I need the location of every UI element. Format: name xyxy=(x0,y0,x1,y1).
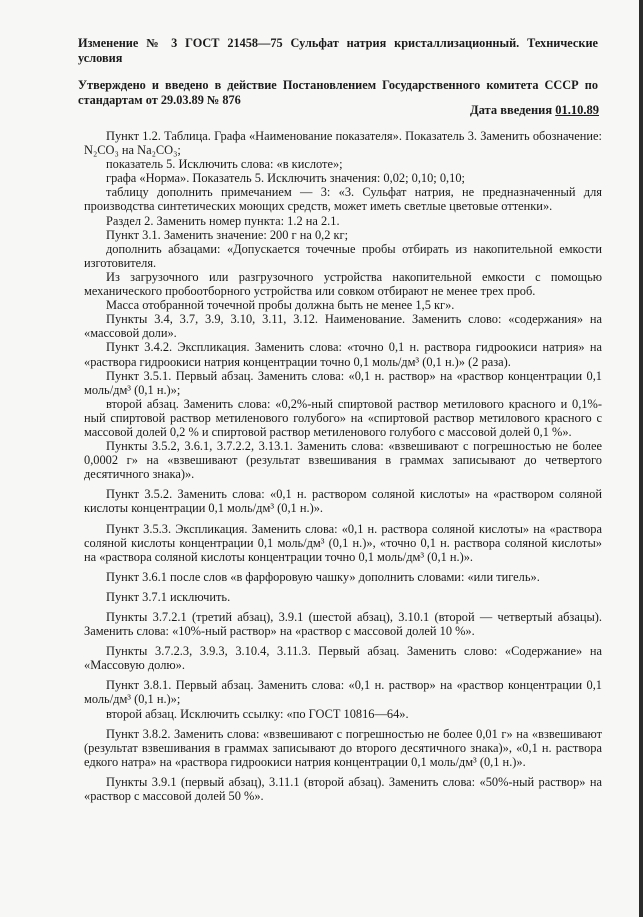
paragraph: графа «Норма». Показатель 5. Исключить значения: 0,02; 0,10; 0,10; xyxy=(106,171,465,186)
paragraph: второй абзац. Исключить ссылку: «по ГОСТ 10816—64». xyxy=(106,706,409,721)
paragraph: Пункты 3.9.1 (первый абзац), 3.11.1 (второй абзац). Заменить слова: «50%-ный раствор» на «раствор с массовой долей 50 %». xyxy=(84,774,602,804)
paragraph: второй абзац. Заменить слова: «0,2%-ный спиртовой раствор метилового красного и 0,1%-ный спиртовой раствор метиленового голубого» на «спиртовой раствор метилового красного с массовой долей 0,2 % и спиртовой раствор метиленового голубого с массовой долей 0,1 %». xyxy=(84,396,602,439)
paragraph: Пункт 3.4.2. Экспликация. Заменить слова: «точно 0,1 н. раствора гидроокиси натрия» на «раствора гидроокиси натрия концентрации точно 0,1 моль/дм³ (0,1 н.)» (2 раза). xyxy=(84,340,602,369)
page-edge-divider xyxy=(639,0,643,917)
paragraph: таблицу дополнить примечанием — 3: «3. Сульфат натрия, не предназначенный для производства синтетических моющих средств, может иметь светлые цветовые оттенки». xyxy=(84,185,602,214)
paragraph: Пункт 1.2. Таблица. Графа «Наименование показателя». Показатель 3. Заменить обозначение: N₂CO₃ на Na₂CO₃; xyxy=(84,129,602,158)
paragraph: Пункт 3.5.1. Первый абзац. Заменить слова: «0,1 н. раствор» на «раствор концентрации 0,1 моль/дм³ (0,1 н.)»; xyxy=(84,368,602,397)
paragraph: дополнить абзацами: «Допускается точечные пробы отбирать из накопительной емкости изготовителя. xyxy=(84,241,602,270)
paragraph: Пункт 3.8.2. Заменить слова: «взвешивают с погрешностью не более 0,01 г» на «взвешивают (результат взвешивания в граммах записывают до второго десятичного знака)», «0,1 н. раствора едкого натра» на «раствора гидроокиси натрия концентрации 0,1 моль/дм³ (0,1 н.)». xyxy=(84,726,602,769)
document-title: Изменение № 3 ГОСТ 21458—75 Сульфат натрия кристаллизационный. Технические условия xyxy=(78,36,598,65)
paragraph: Пункты 3.7.2.3, 3.9.3, 3.10.4, 3.11.3. Первый абзац. Заменить слово: «Содержание» на «Массовую долю». xyxy=(84,644,602,673)
date-label: Дата введения xyxy=(470,103,553,117)
paragraph: Раздел 2. Заменить номер пункта: 1.2 на 2.1. xyxy=(106,213,340,228)
amendment-text xyxy=(84,129,602,803)
paragraph: Из загрузочного или разгрузочного устройства накопительной емкости с помощью механического пробоотборного устройства или совком отбирают не менее трех проб. xyxy=(84,269,602,299)
paragraph: Масса отобранной точечной пробы должна быть не менее 1,5 кг». xyxy=(106,298,455,313)
effective-date xyxy=(470,103,599,118)
paragraph: Пункт 3.6.1 после слов «в фарфоровую чашку» дополнить словами: «или тигель». xyxy=(106,569,540,584)
paragraph: Пункты 3.4, 3.7, 3.9, 3.10, 3.11, 3.12. Наименование. Заменить слово: «содержания» на «массовой доли». xyxy=(84,312,602,341)
paragraph: показатель 5. Исключить слова: «в кислоте»; xyxy=(106,157,343,172)
paragraph: Пункт 3.1. Заменить значение: 200 г на 0,2 кг; xyxy=(106,227,349,242)
date-value: 01.10.89 xyxy=(555,103,599,117)
approval-statement: Утверждено и введено в действие Постановлением Государственного комитета СССР по стандартам от 29.03.89 № 876 xyxy=(78,78,598,107)
paragraph: Пункты 3.5.2, 3.6.1, 3.7.2.2, 3.13.1. Заменить слова: «взвешивают с погрешностью не более 0,0002 г» на «взвешивают (результат взвешивания в граммах записывают до четвертого десятичного знака)». xyxy=(84,439,602,482)
paragraph: Пункт 3.5.3. Экспликация. Заменить слова: «0,1 н. раствора соляной кислоты» на «раствора соляной кислоты концентрации 0,1 моль/дм³ (0,1 н.)», «точно 0,1 н. раствора соляной кислоты» на «раствора соляной кислоты концентрации точно 0,1 моль/дм³ (0,1 н.)». xyxy=(84,521,602,564)
paragraph: Пункт 3.7.1 исключить. xyxy=(106,589,231,604)
paragraph: Пункт 3.5.2. Заменить слова: «0,1 н. раствором соляной кислоты» на «раствором соляной кислоты концентрации 0,1 моль/дм³ (0,1 н.)». xyxy=(84,487,602,516)
paragraph: Пункты 3.7.2.1 (третий абзац), 3.9.1 (шестой абзац), 3.10.1 (второй — четвертый абзацы). Заменить слова: «10%-ный раствор» на «раствор с массовой долей 10 %». xyxy=(84,610,602,639)
paragraph: Пункт 3.8.1. Первый абзац. Заменить слова: «0,1 н. раствор» на «раствор концентрации 0,1 моль/дм³ (0,1 н.)»; xyxy=(84,678,602,707)
